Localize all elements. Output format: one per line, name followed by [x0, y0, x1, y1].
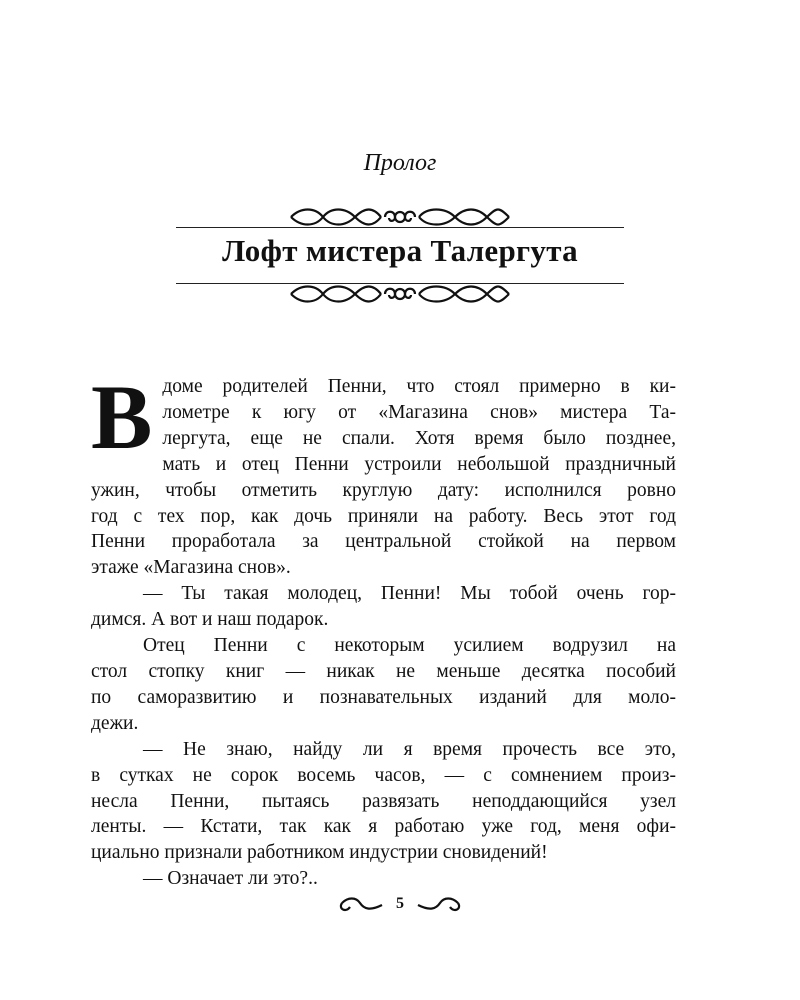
text-line: — Означает ли это?..	[143, 868, 318, 890]
text-line: циально признали работником индустрии сновидений!	[91, 842, 548, 864]
text-line: — Ты такая молодец, Пенни! Мы тобой очень гор-	[143, 583, 676, 605]
text-line: Пенни проработала за центральной стойкой на первом	[91, 531, 676, 553]
text-line: стол стопку книг — никак не меньше десятка пособий	[91, 660, 676, 682]
text-line: ужин, чтобы отметить круглую дату: исполнился ровно	[91, 479, 676, 501]
text-line: Отец Пенни с некоторым усилием водрузил на	[143, 635, 676, 657]
text-line: — Не знаю, найду ли я время прочесть все это,	[143, 738, 676, 760]
page-number: 5	[396, 895, 404, 912]
text-line: мать и отец Пенни устроили небольшой праздничный	[162, 453, 676, 475]
text-line: лергута, еще не спали. Хотя время было позднее,	[162, 427, 676, 449]
body-text	[91, 366, 676, 892]
text-line: лометре к югу от «Магазина снов» мистера Та-	[162, 401, 676, 423]
drop-cap: В	[91, 366, 153, 468]
chapter-title: Лофт мистера Талергута	[222, 233, 578, 268]
text-line: по саморазвитию и познавательных изданий для моло-	[91, 686, 676, 708]
text-line: этаже «Магазина снов».	[91, 557, 291, 579]
text-line: несла Пенни, пытаясь развязать неподдающийся узел	[91, 790, 676, 812]
text-line: ленты. — Кстати, так как я работаю уже год, меня офи-	[91, 816, 676, 838]
text-line: год с тех пор, как дочь приняли на работу. Весь этот год	[91, 505, 676, 527]
text-line: в сутках не сорок восемь часов, — с сомнением произ-	[91, 764, 676, 786]
text-line: доме родителей Пенни, что стоял примерно в ки-	[162, 376, 676, 397]
paragraphs	[91, 366, 676, 892]
text-line: димся. А вот и наш подарок.	[91, 609, 329, 631]
title-rule-top	[176, 227, 624, 228]
flourish-ornament-top	[285, 205, 515, 229]
text-line: дежи.	[91, 712, 139, 734]
flourish-ornament-bottom	[285, 282, 515, 306]
page-footer	[330, 893, 470, 919]
prologue-label: Пролог	[363, 150, 437, 176]
